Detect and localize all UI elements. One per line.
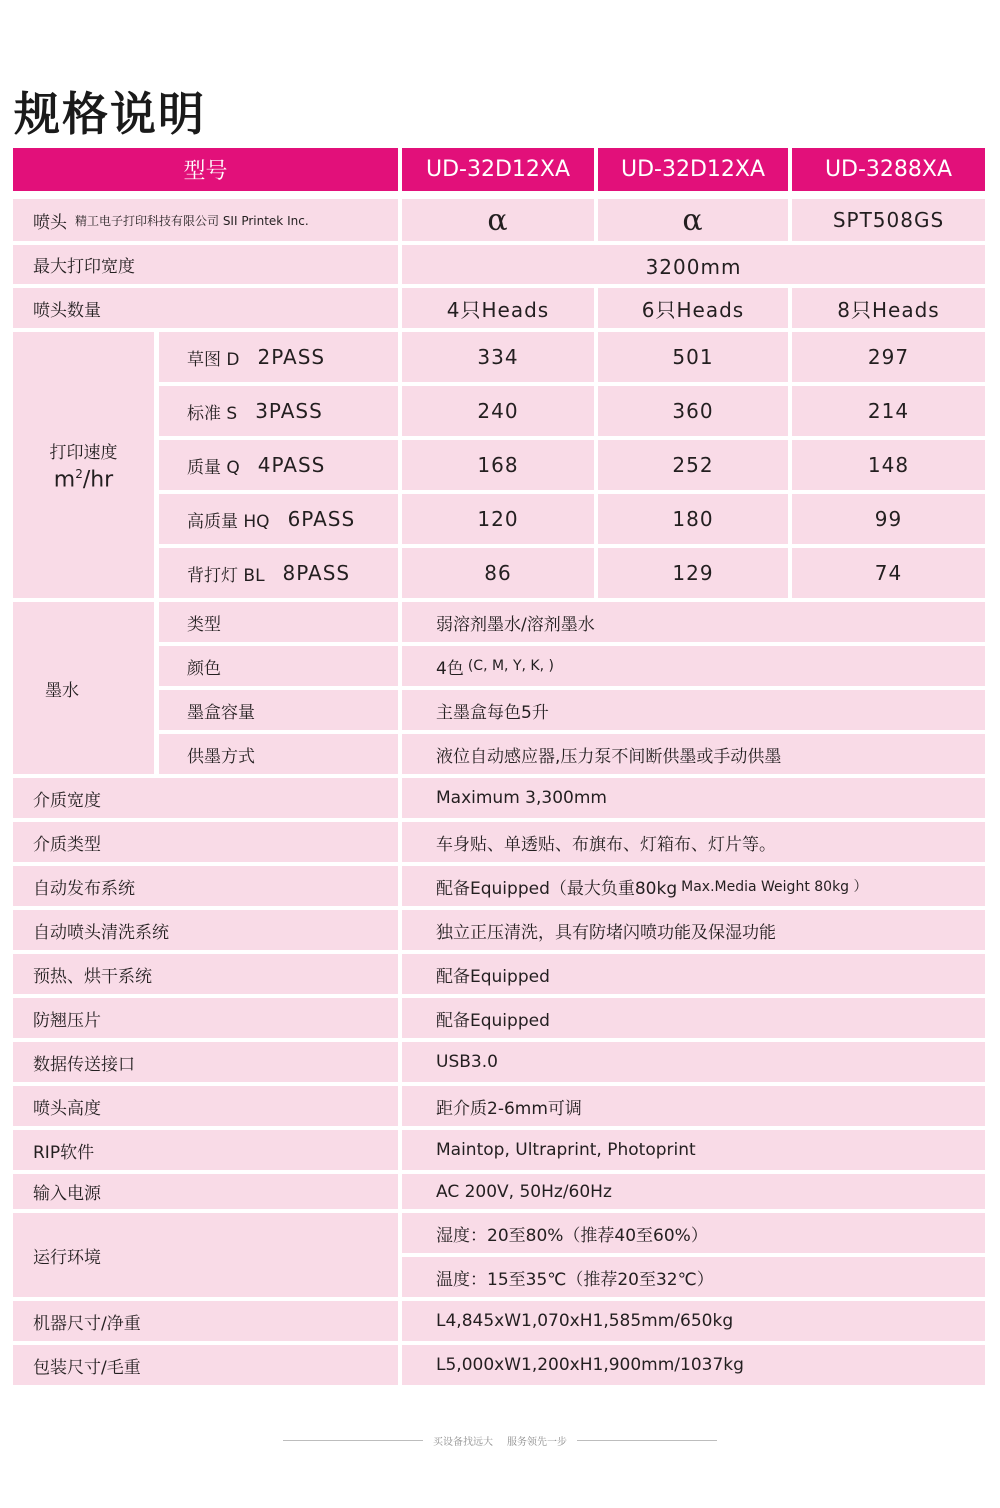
ink-color-value: 4色 <box>436 658 464 679</box>
ink-type-label: 类型 <box>159 602 398 642</box>
nozzle-value-2: α <box>598 199 788 241</box>
spec-label: 防翘压片 <box>13 998 398 1038</box>
speed-quality-1: 168 <box>402 440 594 490</box>
nozzle-maker: 精工电子打印科技有限公司 SII Printek Inc. <box>75 213 309 228</box>
speed-bl-3: 74 <box>792 548 985 598</box>
speed-bl-2: 129 <box>598 548 788 598</box>
spec-value: 配备Equipped（最大负重80kg <box>436 878 678 899</box>
footer-divider-left <box>283 1440 423 1441</box>
spec-value: 距介质2-6mm可调 <box>402 1086 985 1126</box>
spec-value: 车身贴、单透贴、布旗布、灯箱布、灯片等。 <box>402 822 985 862</box>
spec-label: 喷头高度 <box>13 1086 398 1126</box>
speed-mode-quality <box>159 440 398 490</box>
speed-mode-name: 背打灯 BL <box>187 565 265 586</box>
speed-quality-2: 252 <box>598 440 788 490</box>
speed-mode-draft <box>159 332 398 382</box>
speed-hq-1: 120 <box>402 494 594 544</box>
footer-slogan <box>0 1430 1000 1450</box>
nozzle-value-3: SPT508GS <box>792 199 985 241</box>
speed-mode-standard <box>159 386 398 436</box>
spec-value: USB3.0 <box>402 1042 985 1082</box>
ink-capacity-label: 墨盒容量 <box>159 690 398 730</box>
speed-bl-1: 86 <box>402 548 594 598</box>
spec-note: Max.Media Weight 80kg ） <box>681 879 868 895</box>
speed-mode-pass: 6PASS <box>287 507 356 531</box>
ink-color-note: (C, M, Y, K, ) <box>467 658 554 674</box>
speed-mode-name: 标准 S <box>187 403 238 424</box>
package-size-value: L5,000xW1,200xH1,900mm/1037kg <box>402 1345 985 1385</box>
header-model-1: UD-32D12XA <box>402 148 594 191</box>
environment-label: 运行环境 <box>13 1213 398 1297</box>
max-width-value: 3200mm <box>402 245 985 284</box>
ink-supply-value: 液位自动感应器,压力泵不间断供墨或手动供墨 <box>402 734 985 774</box>
header-model-label: 型号 <box>13 148 398 191</box>
spec-value: Maximum 3,300mm <box>402 778 985 818</box>
speed-draft-2: 501 <box>598 332 788 382</box>
speed-mode-pass: 8PASS <box>282 561 351 585</box>
max-width-label: 最大打印宽度 <box>13 245 398 284</box>
speed-standard-3: 214 <box>792 386 985 436</box>
spec-value-cell <box>402 866 985 906</box>
speed-mode-pass: 2PASS <box>257 345 326 369</box>
spec-value: 配备Equipped <box>402 998 985 1038</box>
print-speed-unit: $m^2/hr$ <box>53 466 114 493</box>
spec-label: 介质类型 <box>13 822 398 862</box>
ink-color-cell <box>402 646 985 686</box>
nozzle-label: 喷头 <box>33 212 67 233</box>
page-title: 规格说明 <box>14 87 206 141</box>
header-model-2: UD-32D12XA <box>598 148 788 191</box>
nozzle-value-1: α <box>402 199 594 241</box>
spec-value: 独立正压清洗，具有防堵闪喷功能及保湿功能 <box>402 910 985 950</box>
machine-size-label: 机器尺寸/净重 <box>13 1301 398 1341</box>
speed-standard-1: 240 <box>402 386 594 436</box>
speed-mode-backlit <box>159 548 398 598</box>
spec-label: RIP软件 <box>13 1130 398 1170</box>
spec-value: AC 200V, 50Hz/60Hz <box>402 1174 985 1209</box>
speed-mode-name: 质量 Q <box>187 457 240 478</box>
speed-hq-3: 99 <box>792 494 985 544</box>
spec-value: Maintop, Ultraprint, Photoprint <box>402 1130 985 1170</box>
spec-value: 配备Equipped <box>402 954 985 994</box>
spec-label: 介质宽度 <box>13 778 398 818</box>
spec-label: 自动喷头清洗系统 <box>13 910 398 950</box>
spec-label: 输入电源 <box>13 1174 398 1209</box>
speed-quality-3: 148 <box>792 440 985 490</box>
ink-supply-label: 供墨方式 <box>159 734 398 774</box>
speed-mode-name: 高质量 HQ <box>187 511 270 532</box>
head-count-1: 4只Heads <box>402 288 594 328</box>
speed-hq-2: 180 <box>598 494 788 544</box>
head-count-2: 6只Heads <box>598 288 788 328</box>
machine-size-value: L4,845xW1,070xH1,585mm/650kg <box>402 1301 985 1341</box>
ink-label: 墨水 <box>13 602 154 774</box>
ink-type-value: 弱溶剂墨水/溶剂墨水 <box>402 602 985 642</box>
environment-temperature: 温度：15至35℃（推荐20至32℃） <box>402 1257 985 1297</box>
speed-draft-1: 334 <box>402 332 594 382</box>
head-count-3: 8只Heads <box>792 288 985 328</box>
print-speed-label: 打印速度 <box>49 442 118 463</box>
footer-slogan-right: 服务领先一步 <box>507 1436 567 1448</box>
spec-label: 预热、烘干系统 <box>13 954 398 994</box>
footer-divider-right <box>577 1440 717 1441</box>
header-model-3: UD-3288XA <box>792 148 985 191</box>
speed-standard-2: 360 <box>598 386 788 436</box>
spec-label: 自动发布系统 <box>13 866 398 906</box>
speed-draft-3: 297 <box>792 332 985 382</box>
head-count-label: 喷头数量 <box>13 288 398 328</box>
environment-humidity: 湿度：20至80%（推荐40至60%） <box>402 1213 985 1253</box>
footer-slogan-left: 买设备找远大 <box>433 1436 493 1448</box>
print-speed-label-cell <box>13 332 154 598</box>
speed-mode-high-quality <box>159 494 398 544</box>
nozzle-label-cell <box>13 199 398 241</box>
speed-mode-name: 草图 D <box>187 349 240 370</box>
spec-label: 数据传送接口 <box>13 1042 398 1082</box>
speed-mode-pass: 4PASS <box>257 453 326 477</box>
ink-capacity-value: 主墨盒每色5升 <box>402 690 985 730</box>
ink-color-label: 颜色 <box>159 646 398 686</box>
package-size-label: 包装尺寸/毛重 <box>13 1345 398 1385</box>
speed-mode-pass: 3PASS <box>255 399 323 423</box>
